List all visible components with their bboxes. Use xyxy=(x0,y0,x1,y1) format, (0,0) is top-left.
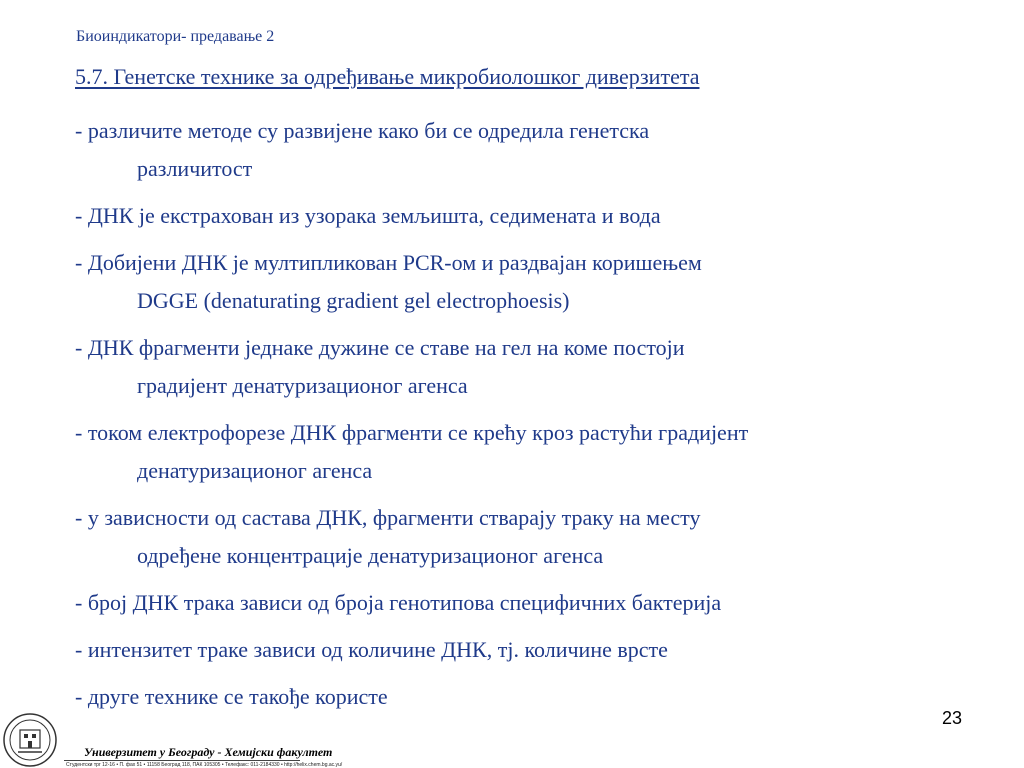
footer-divider xyxy=(64,760,300,761)
slide-title: 5.7. Генетске технике за одређивање микробиолошког диверзитета xyxy=(75,64,700,89)
page-number: 23 xyxy=(941,708,962,728)
bullet-list xyxy=(75,112,995,725)
bullet-text: - интензитет траке зависи од количине ДНК, тј. количине врсте xyxy=(75,637,668,662)
bullet-item xyxy=(75,414,995,490)
university-seal-icon xyxy=(2,712,58,768)
bullet-text: - ДНК је екстрахован из узорака земљишта, седимената и вода xyxy=(75,203,661,228)
bullet-continuation: денатуризационог агенса xyxy=(137,458,373,483)
bullet-text: - Добијени ДНК је мултипликован PCR-ом и раздвајан коришењем xyxy=(75,250,702,275)
bullet-item xyxy=(75,112,995,188)
bullet-text: - различите методе су развијене како би се одредила генетска xyxy=(75,118,650,143)
bullet-item xyxy=(75,329,995,405)
bullet-item xyxy=(75,244,995,320)
course-header: Биоиндикатори- предавање 2 xyxy=(76,28,275,45)
bullet-continuation: различитост xyxy=(137,156,253,181)
bullet-continuation: градијент денатуризационог агенса xyxy=(137,373,468,398)
institution-address: Студентски трг 12-16 • П. фах 51 • 11158 Београд 118, ПАК 105305 • Телефакс: 011-2184330 • http://helix.chem.bg.ac.yu/ xyxy=(66,762,343,768)
bullet-text: - у зависности од састава ДНК, фрагменти стварају траку на месту xyxy=(75,505,701,530)
bullet-text: - број ДНК трака зависи од броја генотипова специфичних бактерија xyxy=(75,590,722,615)
bullet-item xyxy=(75,678,995,716)
bullet-item xyxy=(75,499,995,575)
footer xyxy=(0,712,1024,768)
institution-name: Универзитет у Београду - Хемијски факултет xyxy=(84,745,333,759)
bullet-item xyxy=(75,197,995,235)
bullet-continuation: одређене концентрације денатуризационог агенса xyxy=(137,543,604,568)
bullet-item xyxy=(75,631,995,669)
bullet-text: - ДНК фрагменти једнаке дужине се ставе на гел на коме постоји xyxy=(75,335,685,360)
bullet-text: - током електрофорезе ДНК фрагменти се крећу кроз растући градијент xyxy=(75,420,749,445)
bullet-text: - друге технике се такође користе xyxy=(75,684,388,709)
bullet-item xyxy=(75,584,995,622)
bullet-continuation: DGGE (denaturating gradient gel electrophoesis) xyxy=(137,288,570,313)
